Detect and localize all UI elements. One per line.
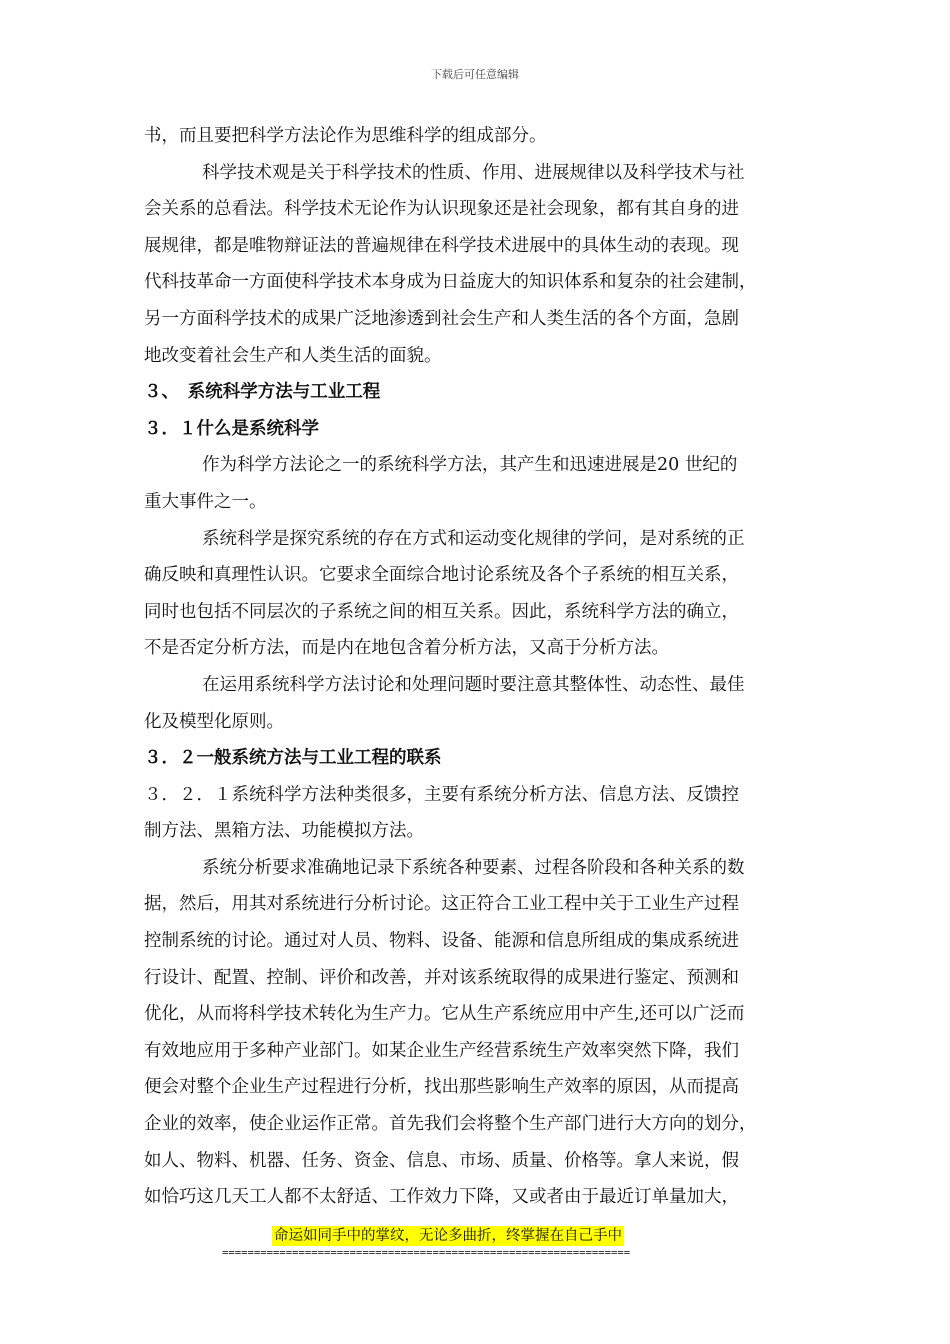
text-line: 便会对整个企业生产过程进行分析，找出那些影响生产效率的原因，从而提高 [144, 1077, 739, 1098]
text-line: 如恰巧这几天工人都不太舒适、工作效力下降，又或者由于最近订单量加大， [144, 1187, 739, 1208]
text-line: 有效地应用于多种产业部门。如某企业生产经营系统生产效率突然下降，我们 [144, 1040, 739, 1061]
text-line: 会关系的总看法。科学技术无论作为认识现象还是社会现象，都有其自身的进 [144, 199, 739, 220]
text-line: ３．２．１系统科学方法种类很多，主要有系统分析方法、信息方法、反馈控 [144, 784, 739, 805]
section-heading: ３、 系统科学方法与工业工程 [144, 382, 381, 403]
footer-motto: 命运如同手中的掌纹，无论多曲折，终掌握在自己手中 [274, 1228, 622, 1244]
text-line: 重大事件之一。 [144, 491, 267, 512]
document-body [144, 118, 808, 1216]
text-line: 系统科学是探究系统的存在方式和运动变化规律的学问，是对系统的正 [202, 528, 745, 549]
text-line: 同时也包括不同层次的子系统之间的相互关系。因此，系统科学方法的确立， [144, 601, 739, 622]
page-header-note: 下载后可任意编辑 [431, 68, 519, 81]
text-line: 代科技革命一方面使科学技术本身成为日益庞大的知识体系和复杂的社会建制， [144, 272, 757, 293]
text-line: 如人、物料、机器、任务、资金、信息、市场、质量、价格等。拿人来说，假 [144, 1150, 739, 1171]
text-line: 优化，从而将科学技术转化为生产力。它从生产系统应用中产生,还可以广泛而 [144, 1004, 745, 1025]
text-line: 化及模型化原则。 [144, 711, 284, 732]
text-line: 控制系统的讨论。通过对人员、物料、设备、能源和信息所组成的集成系统进 [144, 931, 739, 952]
text-line: 作为科学方法论之一的系统科学方法，其产生和迅速进展是20 世纪的 [202, 455, 738, 476]
text-line: 行设计、配置、控制、评价和改善，并对该系统取得的成果进行鉴定、预测和 [144, 967, 739, 988]
text-line: 另一方面科学技术的成果广泛地渗透到社会生产和人类生活的各个方面，急剧 [144, 308, 739, 329]
text-line: 科学技术观是关于科学技术的性质、作用、进展规律以及科学技术与社 [202, 162, 745, 183]
text-line: 书，而且要把科学方法论作为思维科学的组成部分。 [144, 126, 547, 146]
text-line: 据，然后，用其对系统进行分析讨论。这正符合工业工程中关于工业生产过程 [144, 894, 739, 915]
text-line: 企业的效率，使企业运作正常。首先我们会将整个生产部门进行大方向的划分， [144, 1114, 757, 1135]
text-line: 系统分析要求准确地记录下系统各种要素、过程各阶段和各种关系的数 [202, 857, 745, 878]
text-line: 地改变着社会生产和人类生活的面貌。 [144, 345, 442, 366]
text-line: 在运用系统科学方法讨论和处理问题时要注意其整体性、动态性、最佳 [202, 674, 745, 695]
footer-divider: ================================================================ [222, 1247, 631, 1259]
text-line: 制方法、黑箱方法、功能模拟方法。 [144, 821, 424, 842]
section-heading: ３．２一般系统方法与工业工程的联系 [144, 748, 442, 769]
text-line: 展规律，都是唯物辩证法的普遍规律在科学技术进展中的具体生动的表现。现 [144, 235, 739, 256]
section-heading: ３．１什么是系统科学 [144, 418, 319, 439]
text-line: 不是否定分析方法，而是内在地包含着分析方法，又高于分析方法。 [144, 638, 669, 659]
text-line: 确反映和真理性认识。它要求全面综合地讨论系统及各个子系统的相互关系， [144, 565, 739, 586]
